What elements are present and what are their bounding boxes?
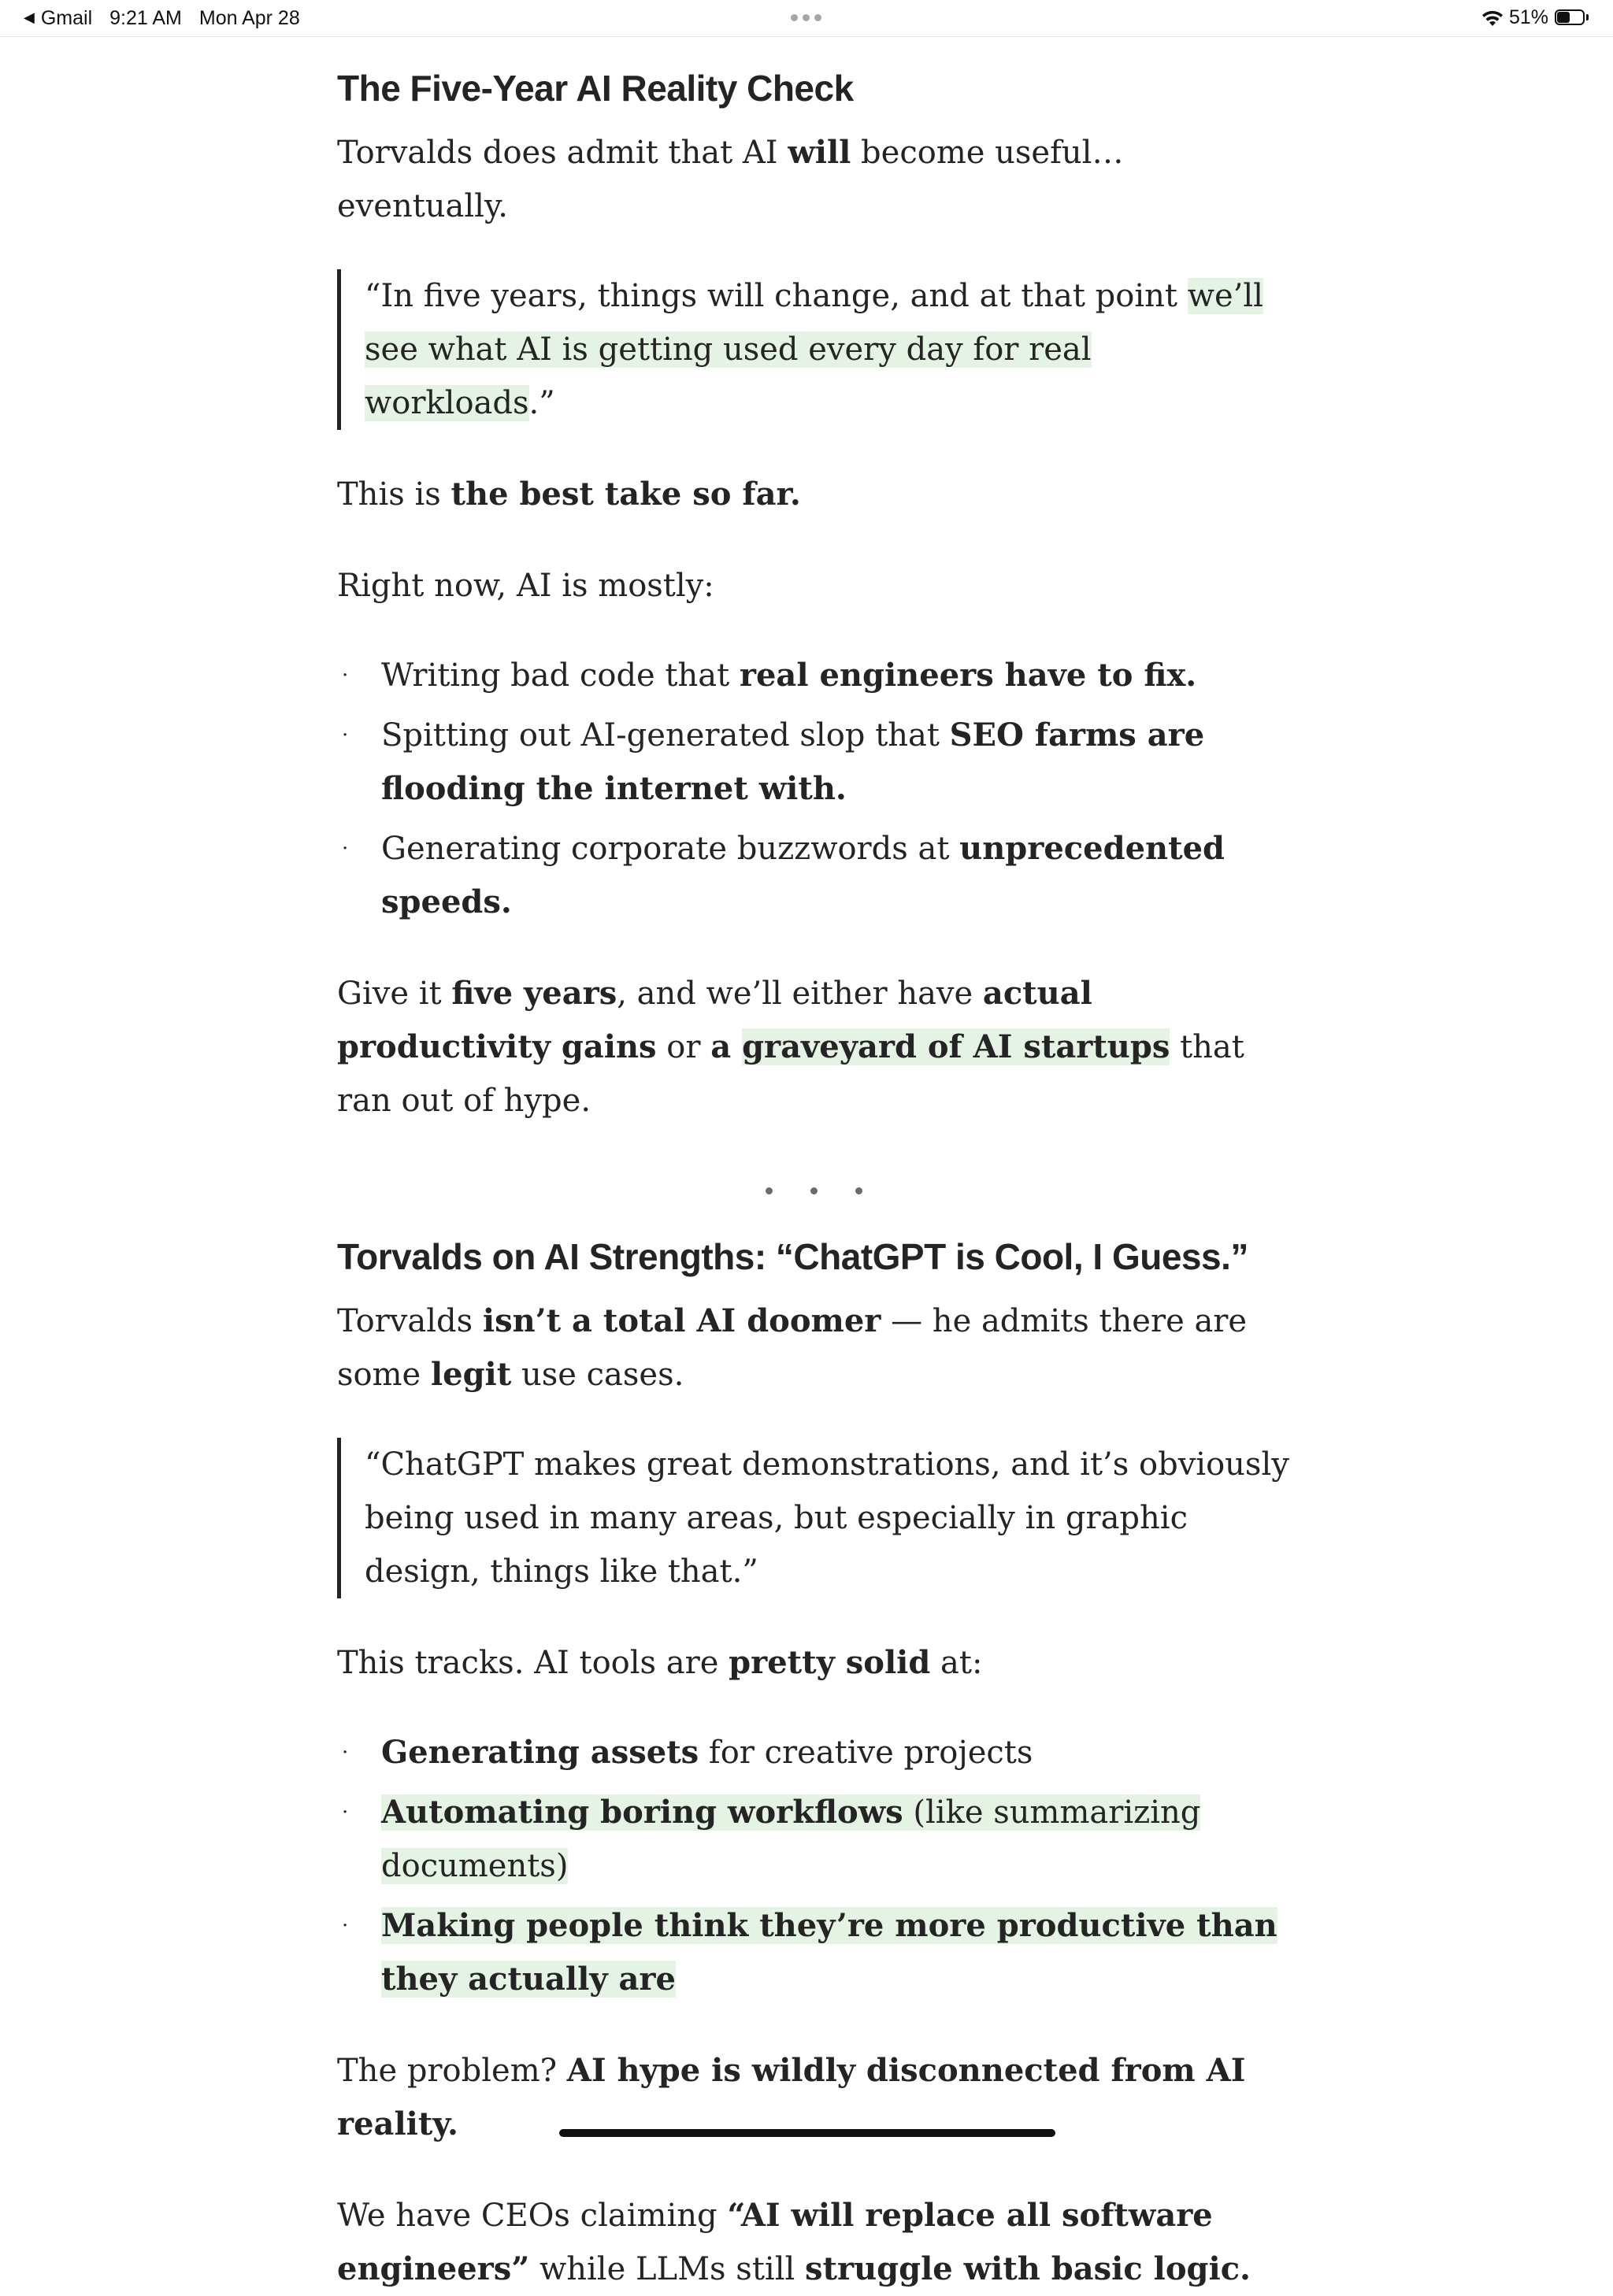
text-run: , and we’ll either have — [617, 976, 983, 1012]
blockquote-five-years — [337, 269, 1290, 430]
bullet-icon: · — [342, 664, 349, 687]
list-item — [337, 1726, 1290, 1779]
back-to-app-link[interactable]: Gmail — [40, 7, 93, 29]
bullet-icon: · — [342, 1741, 349, 1765]
bold-text: will — [788, 134, 851, 171]
article-body — [337, 61, 1290, 2296]
status-right — [1481, 6, 1589, 29]
bold-text: the best take so far. — [451, 476, 801, 513]
text-run: We have CEOs claiming — [337, 2198, 728, 2234]
text-run: Spitting out AI-generated slop that — [381, 717, 950, 754]
paragraph-ceos — [337, 2189, 1290, 2296]
text-run: The problem? — [337, 2053, 567, 2089]
bold-text: isn’t a total AI doomer — [482, 1302, 881, 1339]
paragraph-doomer — [337, 1294, 1290, 1402]
status-divider — [0, 36, 1613, 37]
bold-text: Automating boring workflows — [381, 1794, 903, 1831]
text-run: Generating corporate buzzwords at — [381, 831, 960, 867]
bold-text: pretty solid — [729, 1644, 931, 1681]
text-run: — he admits there are some — [337, 1303, 1248, 1393]
bold-text: five years — [451, 975, 617, 1012]
bold-text: SEO farms are flooding the internet with. — [381, 717, 1205, 807]
list-item — [337, 709, 1290, 816]
bold-text: AI hype is wildly disconnected from AI reality. — [337, 2052, 1246, 2142]
battery-tip — [1586, 14, 1589, 20]
bold-text: a — [710, 1028, 743, 1065]
dot — [814, 14, 821, 21]
more-dots-icon[interactable] — [791, 14, 821, 21]
text-run: Writing bad code that — [381, 657, 740, 694]
status-bar — [0, 0, 1613, 36]
bold-text: legit — [430, 1356, 512, 1393]
text-run: This tracks. AI tools are — [337, 1645, 729, 1681]
separator-dot — [855, 1187, 862, 1194]
section-heading-five-year: The Five-Year AI Reality Check — [337, 68, 854, 109]
text-run: Give it — [337, 976, 452, 1012]
text-run: (like summarizing documents) — [381, 1794, 1201, 1884]
highlighted-text[interactable]: Making people think they’re more productive than they actually are — [381, 1907, 1277, 1998]
list-item — [337, 822, 1290, 929]
highlighted-text[interactable]: graveyard of AI startups — [742, 1028, 1170, 1065]
battery-percent: 51% — [1508, 6, 1548, 28]
wifi-icon — [1481, 9, 1504, 28]
text-run: become useful… eventually. — [337, 135, 1124, 224]
highlighted-text[interactable] — [381, 1794, 1200, 1884]
text-run: while LLMs still — [529, 2251, 805, 2287]
list-item — [337, 649, 1290, 702]
bold-text: Generating assets — [381, 1734, 699, 1771]
battery-icon — [1555, 9, 1589, 27]
text-run: use cases. — [511, 1357, 684, 1393]
separator-dot — [810, 1187, 818, 1194]
bold-text: “AI will replace all software engineers” — [337, 2197, 1213, 2287]
text-run: This is — [337, 476, 451, 513]
dot — [791, 14, 798, 21]
quote-text: .” — [528, 385, 555, 421]
bold-text: actual productivity gains — [337, 975, 1092, 1065]
blockquote-chatgpt — [337, 1438, 1290, 1598]
paragraph-tracks — [337, 1636, 1290, 1690]
bullet-list-mostly — [337, 649, 1290, 929]
list-item — [337, 1786, 1290, 1893]
status-date: Mon Apr 28 — [198, 7, 300, 29]
separator-dot — [766, 1187, 773, 1194]
highlighted-text[interactable]: we’ll see what AI is getting used every day for real workloads — [365, 278, 1263, 421]
bullet-icon: · — [342, 1914, 349, 1938]
list-item — [337, 1899, 1290, 2006]
paragraph-mostly: Right now, AI is mostly: — [337, 568, 714, 604]
home-indicator[interactable] — [559, 2129, 1055, 2137]
paragraph-best-take — [337, 468, 1290, 521]
status-left — [24, 7, 300, 30]
bullet-icon: · — [342, 724, 349, 747]
battery-fill — [1557, 12, 1570, 23]
section-separator — [337, 1167, 1290, 1214]
text-run: for creative projects — [699, 1735, 1033, 1771]
dot — [803, 14, 810, 21]
text-run: Torvalds does admit that AI — [337, 135, 788, 171]
section-heading-strengths: Torvalds on AI Strengths: “ChatGPT is Cool, I Guess.” — [337, 1236, 1248, 1277]
text-run: or — [656, 1029, 711, 1065]
text-run: that ran out of hype. — [337, 1029, 1244, 1119]
bold-text: struggle with basic logic. — [805, 2250, 1251, 2287]
bold-text: real engineers have to fix. — [739, 657, 1197, 694]
paragraph-cutoff — [337, 2094, 1290, 2104]
paragraph-five-years — [337, 967, 1290, 1128]
status-time: 9:21 AM — [109, 7, 182, 29]
back-arrow-icon[interactable]: ◀ — [24, 9, 35, 25]
bold-text: unprecedented speeds. — [381, 830, 1225, 920]
text-run: Torvalds — [337, 1303, 483, 1339]
paragraph-intro — [337, 126, 1290, 233]
bullet-icon: · — [342, 1801, 349, 1824]
text-run: at: — [930, 1645, 983, 1681]
cutoff-paragraph-wrap — [337, 2091, 1290, 2104]
quote-text: “ChatGPT makes great demonstrations, and it’s obviously being used in many areas, but especially in graphic design, things like that.” — [365, 1446, 1289, 1590]
bullet-icon: · — [342, 837, 349, 861]
bullet-list-strengths — [337, 1726, 1290, 2006]
quote-text: “In five years, things will change, and at that point — [365, 278, 1188, 314]
